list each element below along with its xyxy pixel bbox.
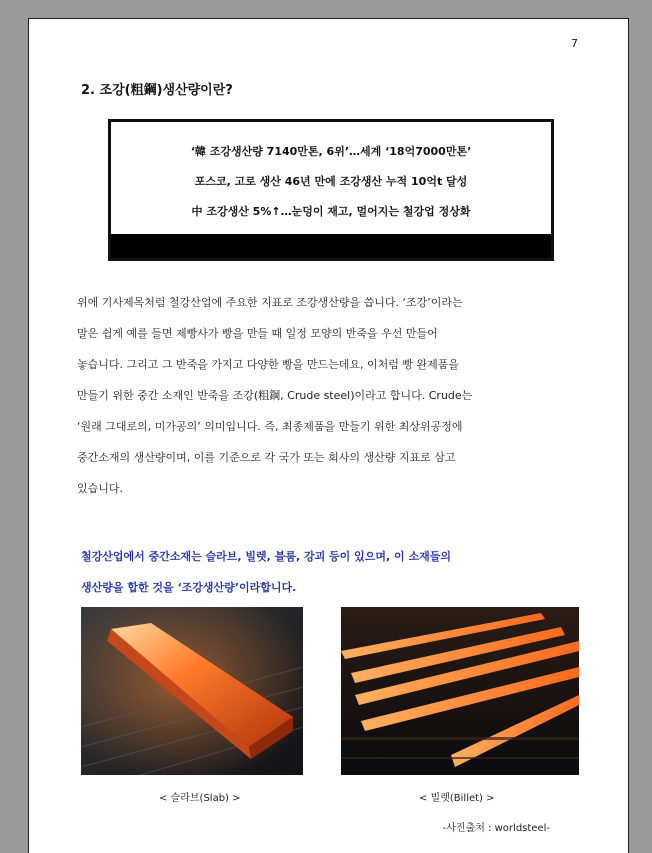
slab-caption: < 슬라브(Slab) > [159,793,241,804]
billet-photo [341,607,579,775]
headline-list [111,122,551,240]
document-page [28,18,629,853]
headline-box [108,119,554,261]
headline-3: 中 조강생산 5%↑…눈덩이 재고, 멀어지는 철강업 정상화 [191,205,471,218]
billet-caption: < 빌렛(Billet) > [419,793,495,804]
photo-source: -사진출처 : worldsteel- [442,823,550,834]
body-line: 만들기 위한 중간 소재인 반죽을 조강(粗鋼, Crude steel)이라고 합니다. Crude는 [77,389,473,402]
body-line: 중간소재의 생산량이며, 이를 기준으로 각 국가 또는 회사의 생산량 지표로 삼고 [77,451,456,464]
headline-box-bottom-bar [111,234,551,258]
body-line: ‘원래 그대로의, 미가공의’ 의미입니다. 즉, 최종제품을 만들기 위한 최상위공정에 [77,420,463,433]
highlight-line: 철강산업에서 중간소재는 슬라브, 빌렛, 블룸, 강괴 등이 있으며, 이 소재들의 [81,550,451,563]
body-line: 위에 기사제목처럼 철강산업에 주요한 지표로 조강생산량을 씁니다. ‘조강’이라는 [77,296,463,309]
body-line: 있습니다. [77,482,124,495]
body-line: 말은 쉽게 예를 들면 제빵사가 빵을 만들 때 일정 모양의 반죽을 우선 만들어 [77,327,438,340]
slab-photo [81,607,303,775]
headline-2: 포스코, 고로 생산 46년 만에 조강생산 누적 10억t 달성 [194,175,468,188]
body-paragraph [77,287,587,504]
section-title: 2. 조강(粗鋼)생산량이란? [81,83,233,98]
headline-1: ‘韓 조강생산량 7140만톤, 6위’…세계 ‘18억7000만톤’ [190,145,472,158]
highlight-line: 생산량을 합한 것을 ‘조강생산량’이라합니다. [81,581,297,594]
highlight-paragraph [81,541,591,603]
page-number: 7 [571,37,578,50]
body-line: 놓습니다. 그리고 그 반죽을 가지고 다양한 빵을 만드는데요, 이처럼 빵 완제품을 [77,358,459,371]
